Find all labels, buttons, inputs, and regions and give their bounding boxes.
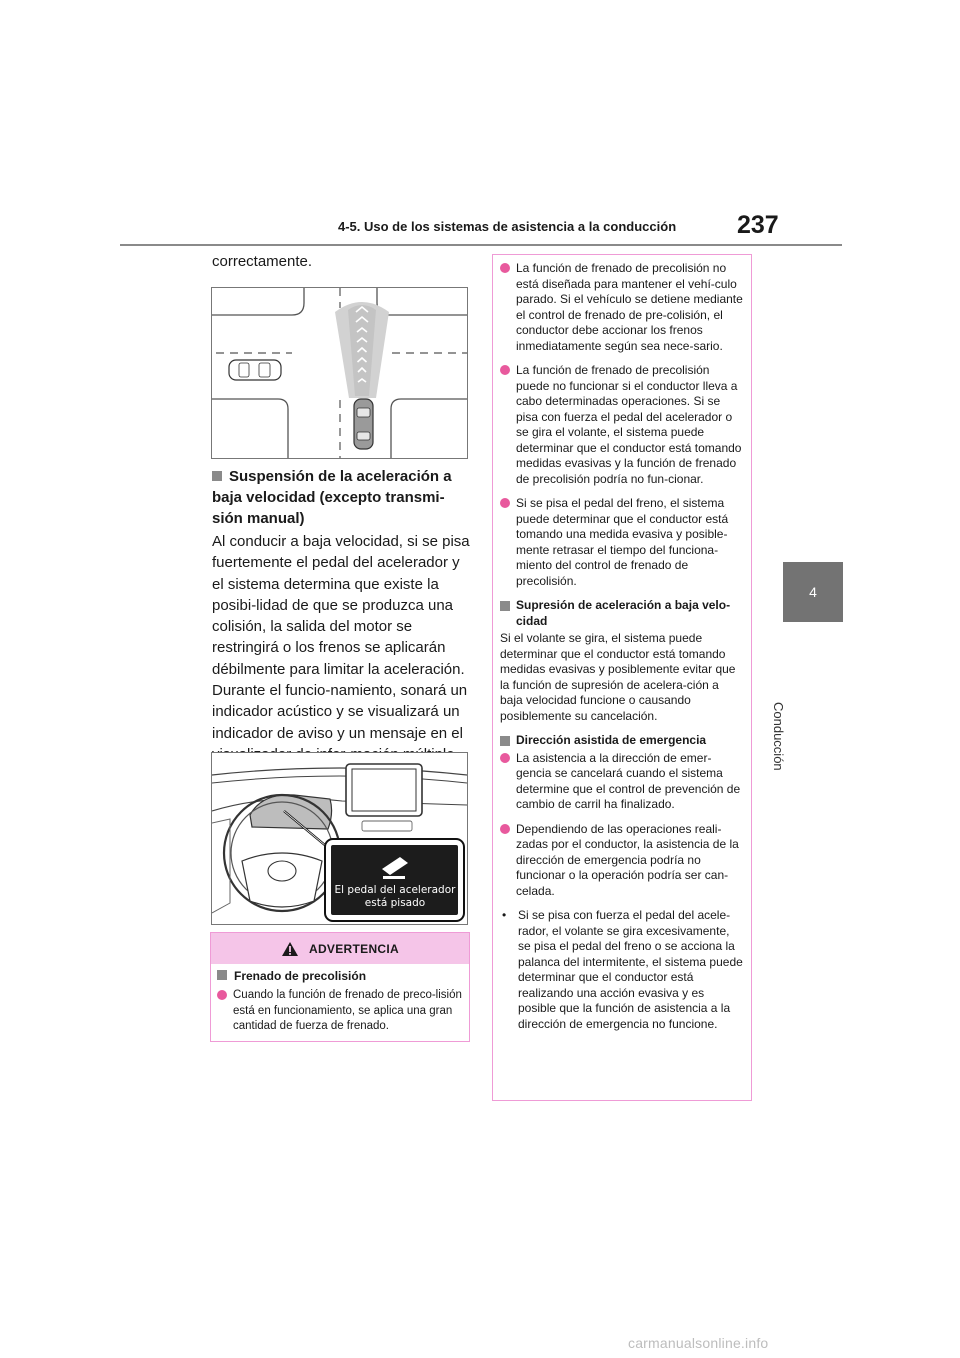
square-bullet-icon [212,471,222,481]
circle-bullet-icon [500,365,510,375]
warning-box [210,932,470,1042]
section-heading: Suspensión de la aceleración a baja velocidad (excepto transmi-sión manual) [212,468,452,527]
square-bullet-icon [217,970,227,980]
intersection-illustration [211,287,468,459]
section-header: 4-5. Uso de los sistemas de asistencia a la conducción [338,219,677,234]
dashboard-illustration [211,752,468,925]
warning-title: ADVERTENCIA [309,941,399,956]
note-item: La función de frenado de precolisión no está diseñada para mantener el vehí-culo parado. Si el vehículo se detiene mediante el control de frenado de pre-colisión, el conductor debe accionar los frenos inmediatamente según sea nece-sario. [500,261,743,354]
circle-bullet-icon [217,990,227,1000]
lead-text: correctamente. [212,253,313,270]
warning-triangle-icon [281,941,299,957]
square-bullet-icon [500,601,510,611]
intersection-drawing [212,288,467,458]
bullet-mark: • [502,908,507,922]
chapter-tab: 4 [783,562,843,622]
note-item: Dependiendo de las operaciones reali-zadas por el conductor, la asistencia de la dirección de emergencia podría no funcionar o la operación podría ser can-celada. [500,822,743,900]
header-divider [120,244,842,246]
chapter-label: Conducción [771,702,786,771]
section-paragraph: Al conducir a baja velocidad, si se pisa fuertemente el pedal del acelerador y el sistema determina que existe la posibi-lidad de que se produzca una colisión, la salida del motor se restringirá o los frenos se aplicarán débilmente para limitar la aceleración. Durante el funcio-namiento, sonará un indicador acústico y se visualizará un indicador de aviso y un mensaje en el [212,533,470,742]
warning-header [211,933,469,964]
callout-text-line1: El pedal del acelerador [334,884,456,896]
notes-box [492,254,752,1101]
note-item: La función de frenado de precolisión puede no funcionar si el conductor lleva a cabo determinadas operaciones. Si se pisa con fuerza el pedal del acelerador o se gira el volante, el sistema puede determinar que el conductor está tomando medidas evasivas y la función de frenado de precolisión podría no fun-cionar. [500,363,743,487]
note-paragraph: Si el volante se gira, el sistema puede determinar que el conductor está tomando medidas evasivas y posiblemente evitar que la función de supresión de acelera-ción a baja velocidad funcione o causando posiblemente su cancelación. [500,631,736,723]
page-number: 237 [737,211,779,239]
warning-subtitle: Frenado de precolisión [217,969,366,983]
note-item: Si se pisa el pedal del freno, el sistema puede determinar que el conductor está tomando una medida evasiva y posible-mente retrasar el tiempo del funciona-miento del control de frenado de precolisión. [500,496,743,589]
circle-bullet-icon [500,753,510,763]
circle-bullet-icon [500,498,510,508]
warning-item: Cuando la función de frenado de preco-lisión está en funcionamiento, se aplica una gran cantidad de fuerza de frenado. [217,988,467,1035]
circle-bullet-icon [500,824,510,834]
note-subheading: Dirección asistida de emergencia [500,733,743,749]
square-bullet-icon [500,736,510,746]
watermark: carmanualsonline.info [628,1335,769,1351]
note-subheading: Supresión de aceleración a baja velo-cidad [500,598,743,629]
note-bullet-item: • Si se pisa con fuerza el pedal del acele-rador, el volante se gira excesivamente, se pisa el pedal del freno o se acciona la palanca del intermitente, el sistema puede determinar que el conductor está realizando una acción evasiva y es posible que la función de asistencia a la dirección de emergencia no funcione. [502,908,743,1031]
dashboard-drawing [212,753,467,924]
circle-bullet-icon [500,263,510,273]
note-item: La asistencia a la dirección de emer-gencia se cancelará cuando el sistema determine que el control de prevención de cambio de carril ha finalizado. [500,751,743,813]
callout-text-line2: está pisado [364,897,426,909]
